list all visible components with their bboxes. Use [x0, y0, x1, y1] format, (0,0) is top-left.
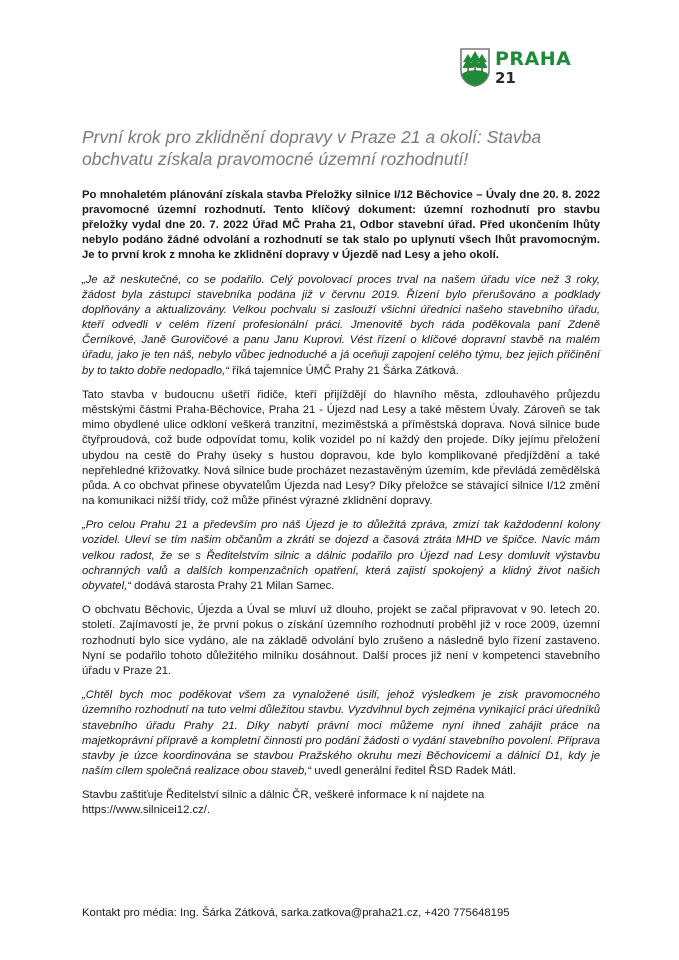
praha21-shield-trees-icon: [459, 47, 491, 87]
quote-starosta: [82, 518, 600, 593]
logo-name: PRAHA: [495, 48, 572, 70]
logo-number: 21: [495, 69, 516, 87]
quote-tajemnice: [82, 273, 600, 379]
media-contact: Kontakt pro média: Ing. Šárka Zátková, sarka.zatkova@praha21.cz, +420 775648195: [82, 907, 510, 919]
article-title: První krok pro zklidnění dopravy v Praze 21 a okolí: Stavba obchvatu získala pravomocné územní rozhodnutí!: [82, 127, 542, 169]
paragraph-benefits: Tato stavba v budoucnu ušetří řidiče, kteří přijíždějí do hlavního města, zdlouhavého průjezdu městskými částmi Praha-Běchovice, Praha 21 - Újezd nad Lesy a také městem Úvaly. Zároveň se tak mimo obydlené ulice odkloní veškerá tranzitní, meziměstská a příměstská doprava. Nová silnice bude čtyřproudová, což bude odpovídat tomu, kolik vozidel po ní každý den projede. Díky jejímu přeložení ubydou na cestě do Prahy úseky s hustou dopravou, kde bylo komplikované předjíždění a také nepřehledné křižovatky. Nová silnice bude procházet nezastavěným územím, kde převládá zemědělská půda. A co obchvat přinese obyvatelům Újezda nad Lesy? Díky přeložce se stávající silnice I/12 změní na komunikaci nižší třídy, což může přinést výrazné zklidnění dopravy.: [82, 389, 600, 507]
info-link[interactable]: https://www.silnicei12.cz/.: [82, 804, 211, 817]
article-body: [82, 188, 600, 828]
quote-text: „Je až neskutečné, co se podařilo. Celý povolovací proces trval na našem úřadu více než 3 roky, žádost byla zástupci stavebníka podána již v červnu 2019. Řízení bylo přerušováno a podklady doplňovány a aktualizovány. Velkou pochvalu si zaslouží všichni úředníci našeho stavebního úřadu, kteří odvedli v celém řízení profesionální práci. Jmenovitě bych ráda poděkovala paní Zdeně Černíkové, Janě Gurovičové a panu Janu Kuprovi. Vést řízení o klíčové dopravní stavbě na malém úřadu, jako je ten náš, nebylo vůbec jednoduché a já oceňuji zapojení celého týmu, bez jejich přičinění by to takto dobře nedopadlo,“: [82, 273, 600, 377]
lead-paragraph: Po mnohaletém plánování získala stavba Přeložky silnice I/12 Běchovice – Úvaly dne 20. 8. 2022 pravomocné územní rozhodnutí. Tento klíčový dokument: územní rozhodnutí pro stavbu přeložky vydal dne 20. 7. 2022 Úřad MČ Praha 21, Odbor stavební úřad. Před ukončením lhůty nebylo podáno žádné odvolání a rozhodnutí se tak stalo po uplynutí všech lhůt pravomocným. Je to první krok z mnoha ke zklidnění dopravy v Újezdě nad Lesy a jeho okolí.: [82, 189, 600, 262]
quote-text: „Pro celou Prahu 21 a především pro náš Újezd je to důležitá zpráva, zmizí tak každodenní kolony vozidel. Uleví se tím našim občanům a zkrátí se dojezd a časová ztráta MHD ve špičce. Navíc mám velkou radost, že se s Ředitelstvím silnic a dálnic podařilo pro Újezd nad Lesy domluvit výstavbu ochranných valů a dalších kompenzačních opatření, která zajistí spokojený a klidný život našich obyvatel,“: [82, 519, 600, 592]
quote-rsd: [82, 688, 600, 779]
quote-attribution: dodává starosta Prahy 21 Milan Samec.: [130, 579, 335, 592]
paragraph-history: O obchvatu Běchovic, Újezda a Úval se mluví už dlouho, projekt se začal připravovat v 90. letech 20. století. Zajímavostí je, že první pokus o získání územního rozhodnutí proběhl již v roce 2009, územní rozhodnutí bylo sice vydáno, ale na základě odvolání bylo zrušeno a následně bylo řízení zastaveno. Nyní se podařilo tohoto důležitého milníku dosáhnout. Další proces již není v kompetenci stavebního úřadu v Praze 21.: [82, 604, 600, 677]
praha21-logo: [459, 47, 589, 91]
info-text: Stavbu zaštiťuje Ředitelství silnic a dálnic ČR, veškeré informace k ní najdete na: [82, 789, 485, 802]
quote-attribution: říká tajemnice ÚMČ Prahy 21 Šárka Zátková.: [228, 364, 459, 377]
paragraph-info: [82, 788, 600, 818]
quote-text: „Chtěl bych moc poděkovat všem za vynaložené úsilí, jehož výsledkem je zisk pravomocného územního rozhodnutí na tuto velmi důležitou stavbu. Vyzdvihnul bych zejména vynikající práci úředníků stavebního úřadu Prahy 21. Díky nabytí právní moci můžeme nyní ihned zahájit práce na majetkoprávní přípravě a kompletní činnosti pro podání žádosti o vydání stavebního povolení. Příprava stavby je úzce koordinována se stavbou Pražského okruhu mezi Běchovicemi a dálnicí D1, kdy je naším cílem společná realizace obou staveb,“: [82, 689, 600, 777]
quote-attribution: uvedl generální ředitel ŘSD Radek Mátl.: [311, 764, 516, 777]
